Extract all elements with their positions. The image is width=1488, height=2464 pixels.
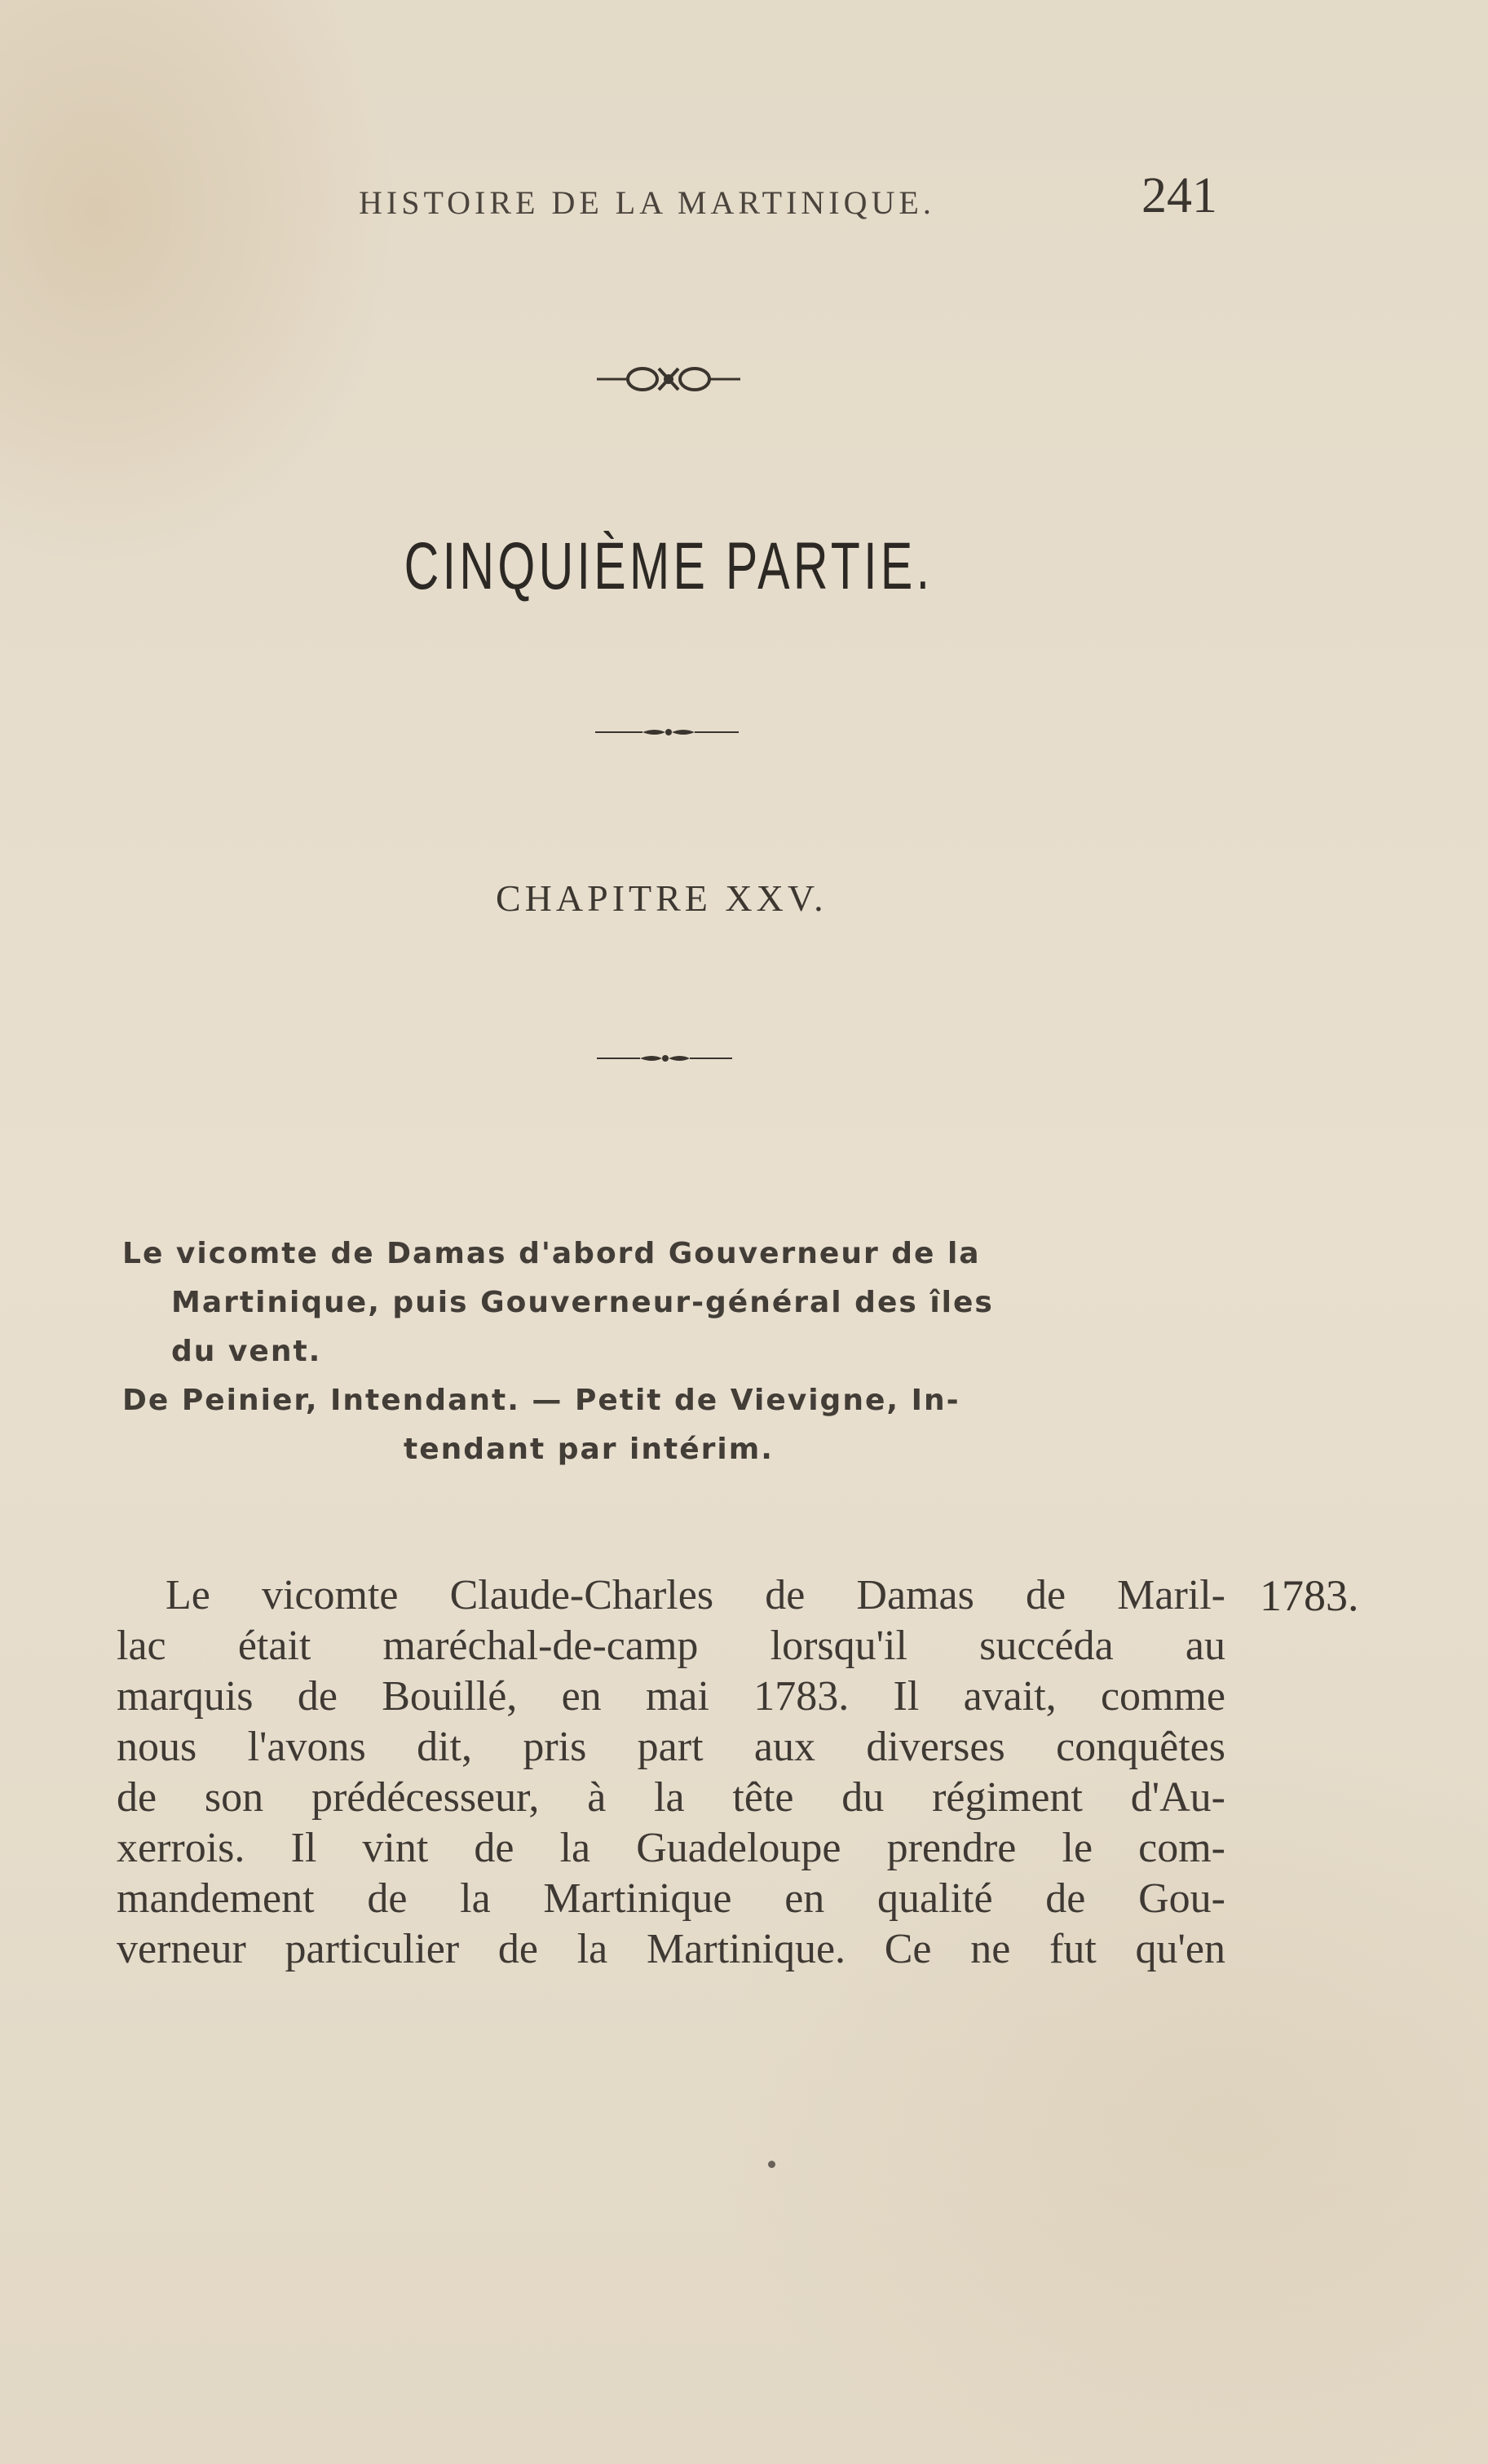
body-line: nous l'avons dit, pris part aux diverses conquêtes	[117, 1724, 1225, 1770]
body-line: de son prédécesseur, à la tête du régiment d'Au-	[117, 1774, 1225, 1821]
body-paragraph	[117, 1570, 1225, 1975]
summary-line: du vent.	[171, 1335, 322, 1368]
running-head-title: HISTOIRE DE LA MARTINIQUE.	[359, 184, 935, 221]
marginal-date: 1783.	[1260, 1571, 1359, 1620]
body-line: lac était maréchal-de-camp lorsqu'il succéda au	[117, 1623, 1225, 1669]
page-number: 241	[1141, 168, 1217, 223]
body-line: verneur particulier de la Martinique. Ce ne fut qu'en	[117, 1926, 1225, 1972]
body-line: xerrois. Il vint de la Guadeloupe prendre le com-	[117, 1825, 1225, 1871]
chapter-summary-entry-1	[122, 1230, 1231, 1376]
ink-speck	[768, 2161, 775, 2168]
body-line: mandement de la Martinique en qualité de Gou-	[117, 1875, 1225, 1922]
chapter-summary-entry-2	[122, 1376, 1231, 1474]
summary-line: Le vicomte de Damas d'abord Gouverneur de la	[122, 1237, 981, 1270]
summary-line: De Peinier, Intendant. — Petit de Vievigne, In-	[122, 1384, 960, 1417]
summary-line: tendant par intérim.	[404, 1433, 774, 1466]
summary-line: Martinique, puis Gouverneur-général des îles	[171, 1286, 994, 1319]
divider-rule-2	[595, 1050, 734, 1066]
fleuron-ornament	[595, 359, 742, 400]
body-line: marquis de Bouillé, en mai 1783. Il avait, comme	[117, 1673, 1225, 1720]
body-line: Le vicomte Claude-Charles de Damas de Maril-	[166, 1572, 1225, 1618]
part-title: CINQUIÈME PARTIE.	[404, 529, 934, 603]
divider-rule-1	[594, 724, 740, 740]
chapter-title: CHAPITRE XXV.	[496, 877, 828, 919]
